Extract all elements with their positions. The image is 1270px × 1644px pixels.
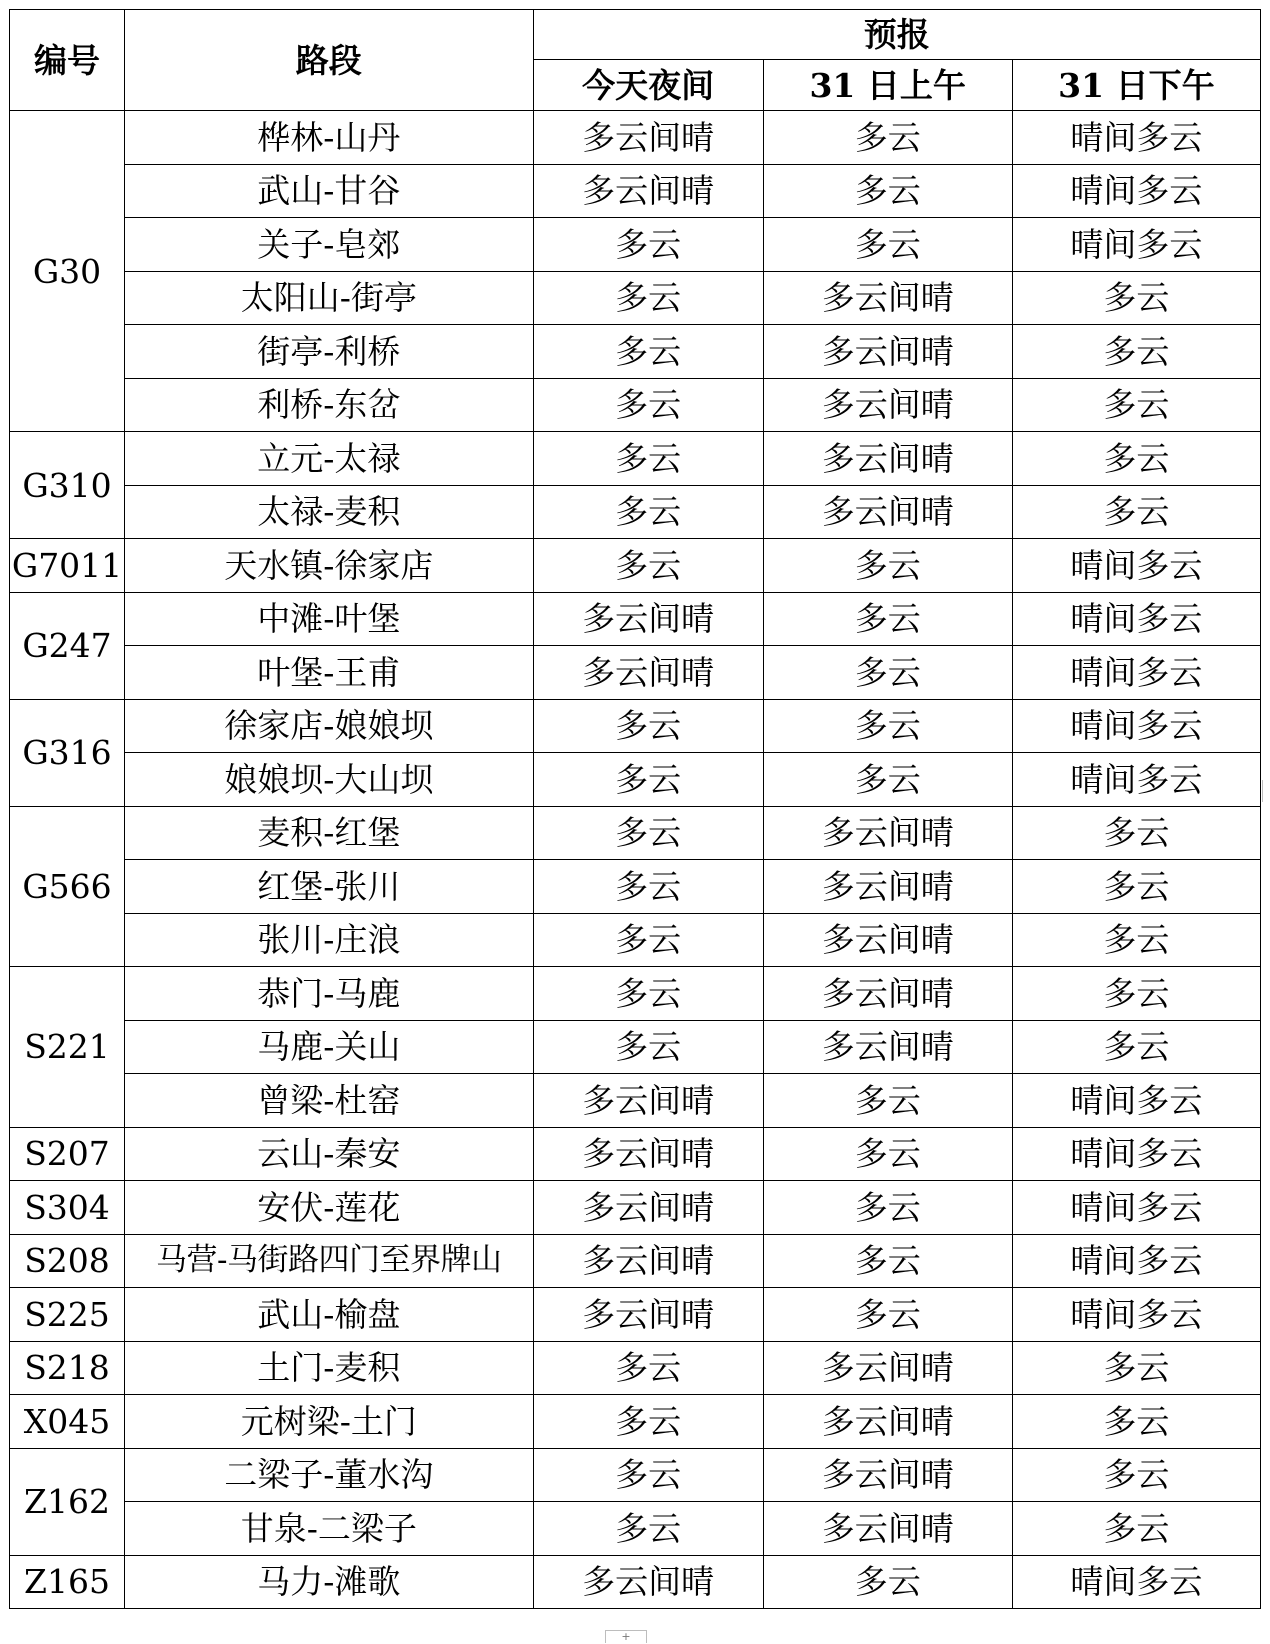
table-row bbox=[10, 1502, 1261, 1556]
forecast-am: 多云 bbox=[763, 539, 1012, 593]
table-row bbox=[10, 1341, 1261, 1395]
forecast-pm: 多云 bbox=[1012, 485, 1260, 539]
forecast-pm: 多云 bbox=[1012, 913, 1260, 967]
forecast-pm: 晴间多云 bbox=[1012, 1127, 1260, 1181]
road-code: S208 bbox=[10, 1234, 125, 1288]
forecast-tonight: 多云 bbox=[533, 378, 763, 432]
forecast-table bbox=[9, 9, 1261, 1609]
road-code: S221 bbox=[10, 967, 125, 1128]
table-row bbox=[10, 1127, 1261, 1181]
road-segment: 元树梁-土门 bbox=[125, 1395, 534, 1449]
road-segment: 叶堡-王甫 bbox=[125, 646, 534, 700]
table-row bbox=[10, 378, 1261, 432]
road-code: S304 bbox=[10, 1181, 125, 1235]
forecast-pm: 多云 bbox=[1012, 325, 1260, 379]
forecast-am: 多云间晴 bbox=[763, 485, 1012, 539]
header-code: 编号 bbox=[10, 10, 125, 111]
road-segment: 恭门-马鹿 bbox=[125, 967, 534, 1021]
forecast-pm: 多云 bbox=[1012, 1341, 1260, 1395]
table-body bbox=[10, 111, 1261, 1609]
road-segment: 街亭-利桥 bbox=[125, 325, 534, 379]
road-segment: 立元-太禄 bbox=[125, 432, 534, 486]
forecast-pm: 晴间多云 bbox=[1012, 1288, 1260, 1342]
forecast-am: 多云 bbox=[763, 1181, 1012, 1235]
forecast-tonight: 多云 bbox=[533, 967, 763, 1021]
road-segment: 张川-庄浪 bbox=[125, 913, 534, 967]
forecast-pm: 晴间多云 bbox=[1012, 539, 1260, 593]
table-row bbox=[10, 1448, 1261, 1502]
forecast-am: 多云间晴 bbox=[763, 271, 1012, 325]
forecast-tonight: 多云 bbox=[533, 753, 763, 807]
road-segment: 中滩-叶堡 bbox=[125, 592, 534, 646]
table-row bbox=[10, 1074, 1261, 1128]
table-row bbox=[10, 806, 1261, 860]
forecast-am: 多云间晴 bbox=[763, 1502, 1012, 1556]
forecast-pm: 多云 bbox=[1012, 271, 1260, 325]
table-row bbox=[10, 1234, 1261, 1288]
forecast-pm: 晴间多云 bbox=[1012, 164, 1260, 218]
forecast-tonight: 多云间晴 bbox=[533, 592, 763, 646]
header-pm: 31 日下午 bbox=[1012, 60, 1260, 111]
forecast-pm: 晴间多云 bbox=[1012, 646, 1260, 700]
road-code: G566 bbox=[10, 806, 125, 967]
forecast-am: 多云 bbox=[763, 164, 1012, 218]
road-segment: 利桥-东岔 bbox=[125, 378, 534, 432]
forecast-pm: 晴间多云 bbox=[1012, 1181, 1260, 1235]
forecast-tonight: 多云间晴 bbox=[533, 1181, 763, 1235]
table-row bbox=[10, 967, 1261, 1021]
forecast-tonight: 多云间晴 bbox=[533, 646, 763, 700]
table-row bbox=[10, 860, 1261, 914]
forecast-am: 多云间晴 bbox=[763, 432, 1012, 486]
table-row bbox=[10, 111, 1261, 165]
forecast-pm: 晴间多云 bbox=[1012, 111, 1260, 165]
road-code: G247 bbox=[10, 592, 125, 699]
forecast-tonight: 多云间晴 bbox=[533, 1555, 763, 1609]
table-row bbox=[10, 1555, 1261, 1609]
forecast-tonight: 多云 bbox=[533, 1448, 763, 1502]
road-segment: 安伏-莲花 bbox=[125, 1181, 534, 1235]
road-segment: 红堡-张川 bbox=[125, 860, 534, 914]
forecast-am: 多云 bbox=[763, 699, 1012, 753]
forecast-am: 多云间晴 bbox=[763, 378, 1012, 432]
road-code: Z165 bbox=[10, 1555, 125, 1609]
table-row bbox=[10, 753, 1261, 807]
road-segment: 武山-榆盘 bbox=[125, 1288, 534, 1342]
forecast-am: 多云间晴 bbox=[763, 1341, 1012, 1395]
table-row bbox=[10, 1395, 1261, 1449]
forecast-pm: 多云 bbox=[1012, 806, 1260, 860]
forecast-tonight: 多云 bbox=[533, 806, 763, 860]
forecast-am: 多云 bbox=[763, 218, 1012, 272]
forecast-tonight: 多云间晴 bbox=[533, 1288, 763, 1342]
forecast-tonight: 多云 bbox=[533, 218, 763, 272]
forecast-pm: 多云 bbox=[1012, 967, 1260, 1021]
road-code: G7011 bbox=[10, 539, 125, 593]
forecast-am: 多云间晴 bbox=[763, 967, 1012, 1021]
forecast-am: 多云 bbox=[763, 592, 1012, 646]
table-row bbox=[10, 1020, 1261, 1074]
road-segment: 太阳山-街亭 bbox=[125, 271, 534, 325]
road-code: S225 bbox=[10, 1288, 125, 1342]
forecast-am: 多云间晴 bbox=[763, 860, 1012, 914]
forecast-tonight: 多云 bbox=[533, 1020, 763, 1074]
forecast-am: 多云 bbox=[763, 1288, 1012, 1342]
forecast-pm: 多云 bbox=[1012, 860, 1260, 914]
table-row bbox=[10, 646, 1261, 700]
forecast-pm: 多云 bbox=[1012, 1448, 1260, 1502]
header-segment: 路段 bbox=[125, 10, 534, 111]
forecast-am: 多云 bbox=[763, 1555, 1012, 1609]
forecast-am: 多云 bbox=[763, 111, 1012, 165]
forecast-tonight: 多云 bbox=[533, 325, 763, 379]
table-row bbox=[10, 325, 1261, 379]
road-code: S207 bbox=[10, 1127, 125, 1181]
road-code: G30 bbox=[10, 111, 125, 432]
table-row bbox=[10, 699, 1261, 753]
table-row bbox=[10, 592, 1261, 646]
table-row bbox=[10, 1181, 1261, 1235]
road-segment: 麦积-红堡 bbox=[125, 806, 534, 860]
forecast-tonight: 多云间晴 bbox=[533, 164, 763, 218]
forecast-pm: 多云 bbox=[1012, 1020, 1260, 1074]
road-code: Z162 bbox=[10, 1448, 125, 1555]
forecast-pm: 晴间多云 bbox=[1012, 1074, 1260, 1128]
forecast-pm: 晴间多云 bbox=[1012, 753, 1260, 807]
forecast-tonight: 多云 bbox=[533, 539, 763, 593]
forecast-pm: 晴间多云 bbox=[1012, 592, 1260, 646]
road-segment: 二梁子-董水沟 bbox=[125, 1448, 534, 1502]
forecast-pm: 晴间多云 bbox=[1012, 1234, 1260, 1288]
forecast-tonight: 多云间晴 bbox=[533, 111, 763, 165]
forecast-tonight: 多云 bbox=[533, 485, 763, 539]
road-segment: 马力-滩歌 bbox=[125, 1555, 534, 1609]
forecast-pm: 多云 bbox=[1012, 432, 1260, 486]
table-row bbox=[10, 485, 1261, 539]
header-forecast: 预报 bbox=[533, 10, 1260, 60]
road-code: G316 bbox=[10, 699, 125, 806]
forecast-pm: 多云 bbox=[1012, 1502, 1260, 1556]
forecast-am: 多云间晴 bbox=[763, 1020, 1012, 1074]
forecast-am: 多云间晴 bbox=[763, 806, 1012, 860]
forecast-tonight: 多云 bbox=[533, 699, 763, 753]
forecast-pm: 晴间多云 bbox=[1012, 1555, 1260, 1609]
table-row bbox=[10, 432, 1261, 486]
table-row bbox=[10, 218, 1261, 272]
road-code: S218 bbox=[10, 1341, 125, 1395]
road-segment: 马鹿-关山 bbox=[125, 1020, 534, 1074]
forecast-tonight: 多云 bbox=[533, 432, 763, 486]
forecast-am: 多云 bbox=[763, 753, 1012, 807]
road-segment: 马营-马街路四门至界牌山 bbox=[125, 1234, 534, 1288]
forecast-pm: 多云 bbox=[1012, 1395, 1260, 1449]
table-add-row-handle: + bbox=[605, 1630, 647, 1643]
forecast-tonight: 多云 bbox=[533, 271, 763, 325]
road-segment: 甘泉-二梁子 bbox=[125, 1502, 534, 1556]
forecast-pm: 晴间多云 bbox=[1012, 218, 1260, 272]
forecast-am: 多云 bbox=[763, 1074, 1012, 1128]
forecast-am: 多云 bbox=[763, 1234, 1012, 1288]
road-segment: 桦林-山丹 bbox=[125, 111, 534, 165]
forecast-am: 多云 bbox=[763, 646, 1012, 700]
road-segment: 土门-麦积 bbox=[125, 1341, 534, 1395]
forecast-am: 多云间晴 bbox=[763, 913, 1012, 967]
road-segment: 曾梁-杜窑 bbox=[125, 1074, 534, 1128]
road-code: G310 bbox=[10, 432, 125, 539]
table-row bbox=[10, 1288, 1261, 1342]
forecast-am: 多云间晴 bbox=[763, 325, 1012, 379]
header-tonight: 今天夜间 bbox=[533, 60, 763, 111]
road-segment: 天水镇-徐家店 bbox=[125, 539, 534, 593]
table-row bbox=[10, 164, 1261, 218]
forecast-tonight: 多云 bbox=[533, 1395, 763, 1449]
forecast-pm: 多云 bbox=[1012, 378, 1260, 432]
road-code: X045 bbox=[10, 1395, 125, 1449]
forecast-am: 多云间晴 bbox=[763, 1395, 1012, 1449]
forecast-tonight: 多云间晴 bbox=[533, 1127, 763, 1181]
table-row bbox=[10, 913, 1261, 967]
road-segment: 徐家店-娘娘坝 bbox=[125, 699, 534, 753]
road-segment: 关子-皂郊 bbox=[125, 218, 534, 272]
road-segment: 娘娘坝-大山坝 bbox=[125, 753, 534, 807]
side-resize-handle bbox=[1262, 780, 1269, 802]
forecast-pm: 晴间多云 bbox=[1012, 699, 1260, 753]
road-segment: 云山-秦安 bbox=[125, 1127, 534, 1181]
road-segment: 武山-甘谷 bbox=[125, 164, 534, 218]
forecast-tonight: 多云 bbox=[533, 913, 763, 967]
forecast-tonight: 多云 bbox=[533, 860, 763, 914]
forecast-tonight: 多云 bbox=[533, 1502, 763, 1556]
table-row bbox=[10, 539, 1261, 593]
forecast-am: 多云间晴 bbox=[763, 1448, 1012, 1502]
forecast-tonight: 多云间晴 bbox=[533, 1234, 763, 1288]
forecast-am: 多云 bbox=[763, 1127, 1012, 1181]
forecast-tonight: 多云 bbox=[533, 1341, 763, 1395]
road-segment: 太禄-麦积 bbox=[125, 485, 534, 539]
header-am: 31 日上午 bbox=[763, 60, 1012, 111]
forecast-tonight: 多云间晴 bbox=[533, 1074, 763, 1128]
table-row bbox=[10, 271, 1261, 325]
